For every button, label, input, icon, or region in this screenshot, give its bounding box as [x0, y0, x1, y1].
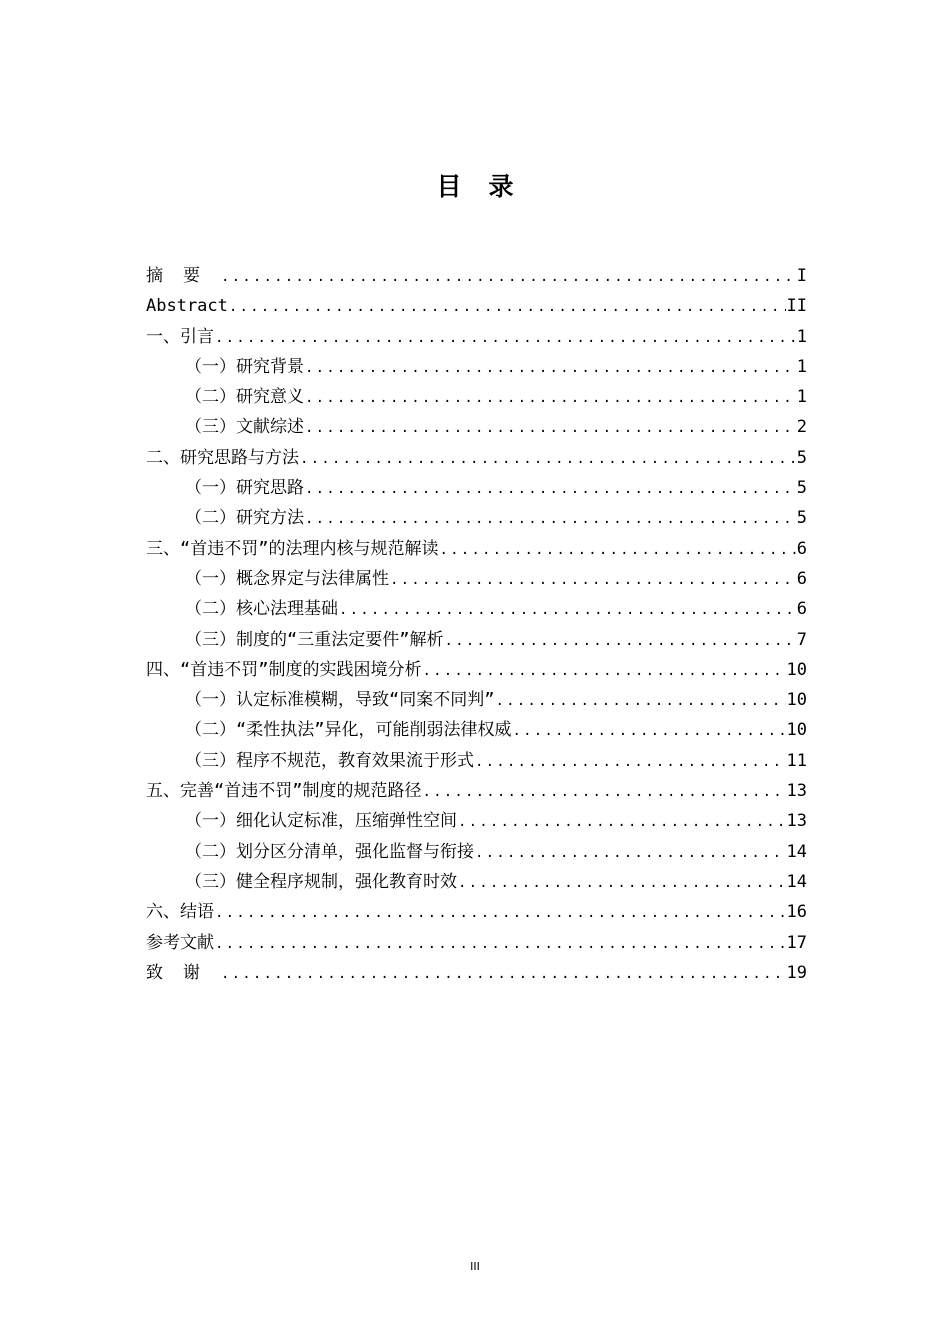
toc-entry-page: 5 — [796, 447, 807, 468]
toc-entry-page: II — [786, 296, 807, 317]
toc-entry[interactable] — [146, 897, 807, 927]
toc-leader-dots — [458, 807, 786, 837]
toc-entry-label: （二）“柔性执法”异化，可能削弱法律权威 — [185, 720, 512, 741]
toc-leader-dots — [305, 413, 796, 443]
toc-leader-dots — [475, 838, 786, 868]
toc-entry[interactable] — [146, 261, 807, 291]
toc-entry-page: 7 — [796, 629, 807, 650]
toc-entry-page: 2 — [796, 417, 807, 438]
toc-entry[interactable] — [146, 382, 807, 412]
toc-entry-label: （二）划分区分清单，强化监督与衔接 — [185, 841, 474, 862]
toc-entry[interactable] — [146, 837, 807, 867]
toc-entry[interactable] — [146, 715, 807, 745]
toc-entry-page: 13 — [786, 811, 807, 832]
toc-entry-label: （三）文献综述 — [185, 417, 304, 438]
toc-entry-page: 10 — [786, 659, 807, 680]
toc-entry[interactable] — [146, 534, 807, 564]
toc-entry[interactable] — [146, 352, 807, 382]
toc-entry-page: 6 — [796, 568, 807, 589]
toc-entry-label: 五、完善“首违不罚”制度的规范路径 — [146, 781, 422, 802]
toc-entry-label: （一）研究思路 — [185, 478, 304, 499]
page-number: III — [470, 1260, 480, 1273]
toc-entry-page: 11 — [786, 750, 807, 771]
toc-entry-label: 致谢 — [146, 962, 220, 983]
toc-entry-label: 一、引言 — [146, 326, 214, 347]
toc-entry-page: 1 — [796, 387, 807, 408]
toc-entry-label: （二）研究意义 — [185, 387, 304, 408]
toc-entry-label: 摘要 — [146, 266, 220, 286]
toc-entry-label: （一）研究背景 — [185, 356, 304, 377]
toc-entry-page: 1 — [796, 326, 807, 347]
toc-leader-dots — [215, 323, 796, 353]
toc-entry[interactable] — [146, 412, 807, 442]
table-of-contents — [146, 261, 807, 988]
toc-entry-page: 14 — [786, 841, 807, 862]
toc-entry-label: 三、“首违不罚”的法理内核与规范解读 — [146, 538, 439, 559]
toc-entry-page: 6 — [796, 538, 807, 559]
page-title: 目录 — [436, 172, 541, 201]
toc-entry[interactable] — [146, 806, 807, 836]
toc-entry-label: Abstract — [146, 296, 228, 317]
toc-entry-page: 5 — [796, 508, 807, 529]
toc-entry-label: 参考文献 — [146, 932, 214, 953]
toc-leader-dots — [305, 504, 796, 534]
toc-entry[interactable] — [146, 564, 807, 594]
toc-entry[interactable] — [146, 594, 807, 624]
toc-entry[interactable] — [146, 473, 807, 503]
toc-entry-page: 10 — [786, 690, 807, 711]
toc-entry[interactable] — [146, 867, 807, 897]
toc-entry[interactable] — [146, 655, 807, 685]
toc-entry-label: 二、研究思路与方法 — [146, 447, 299, 468]
toc-leader-dots — [339, 595, 796, 625]
toc-leader-dots — [305, 383, 796, 413]
toc-entry-label: （三）健全程序规制，强化教育时效 — [185, 871, 457, 892]
toc-leader-dots — [458, 868, 786, 898]
toc-entry-page: 5 — [796, 478, 807, 499]
toc-entry-page: 6 — [796, 599, 807, 620]
toc-entry-label: （三）制度的“三重法定要件”解析 — [185, 629, 444, 650]
toc-entry-page: 14 — [786, 871, 807, 892]
toc-entry[interactable] — [146, 685, 807, 715]
toc-entry-page: 13 — [786, 781, 807, 802]
toc-entry[interactable] — [146, 776, 807, 806]
toc-entry[interactable] — [146, 503, 807, 533]
toc-entry-label: （二）核心法理基础 — [185, 599, 338, 620]
toc-leader-dots — [221, 959, 786, 989]
toc-entry-page: 1 — [796, 356, 807, 377]
toc-entry-page: 19 — [786, 962, 807, 983]
toc-entry[interactable] — [146, 443, 807, 473]
toc-leader-dots — [475, 747, 786, 777]
toc-leader-dots — [229, 292, 786, 322]
toc-entry[interactable] — [146, 928, 807, 958]
toc-leader-dots — [305, 353, 796, 383]
toc-entry-label: （二）研究方法 — [185, 508, 304, 529]
toc-leader-dots — [215, 898, 786, 928]
toc-leader-dots — [422, 777, 785, 807]
toc-entry[interactable] — [146, 291, 807, 321]
toc-leader-dots — [390, 565, 796, 595]
toc-leader-dots — [444, 626, 795, 656]
toc-entry-page: I — [796, 266, 807, 286]
toc-entry[interactable] — [146, 746, 807, 776]
toc-entry-label: （一）概念界定与法律属性 — [185, 568, 389, 589]
toc-entry[interactable] — [146, 958, 807, 988]
toc-leader-dots — [422, 656, 785, 686]
toc-entry-label: 六、结语 — [146, 902, 214, 923]
toc-leader-dots — [215, 929, 786, 959]
toc-entry[interactable] — [146, 625, 807, 655]
toc-leader-dots — [300, 444, 796, 474]
toc-entry-label: （一）认定标准模糊，导致“同案不同判” — [185, 690, 495, 711]
toc-leader-dots — [512, 716, 785, 746]
toc-entry-label: 四、“首违不罚”制度的实践困境分析 — [146, 659, 422, 680]
toc-entry-label: （一）细化认定标准，压缩弹性空间 — [185, 811, 457, 832]
toc-entry-label: （三）程序不规范，教育效果流于形式 — [185, 750, 474, 771]
toc-entry-page: 16 — [786, 902, 807, 923]
toc-entry-page: 17 — [786, 932, 807, 953]
toc-leader-dots — [495, 686, 785, 716]
toc-leader-dots — [305, 474, 796, 504]
toc-leader-dots — [221, 262, 796, 292]
toc-entry-page: 10 — [786, 720, 807, 741]
toc-entry[interactable] — [146, 322, 807, 352]
toc-leader-dots — [439, 535, 795, 565]
